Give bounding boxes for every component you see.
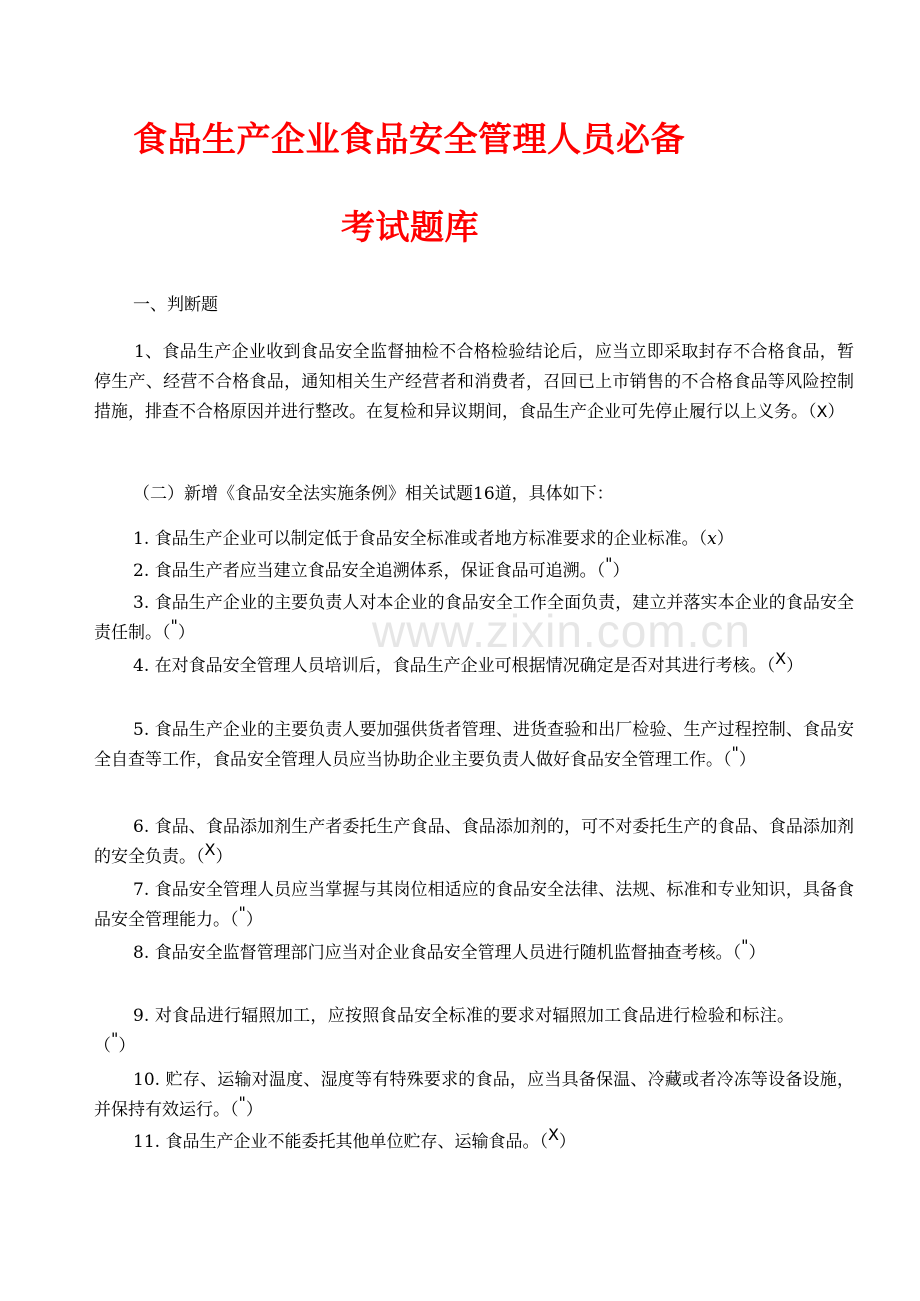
answer-mark: X <box>547 1125 559 1144</box>
answer-mark: " <box>238 1093 246 1112</box>
question-paragraph <box>94 337 854 427</box>
document-subtitle: 考试题库 <box>341 208 479 248</box>
question-item <box>94 715 854 775</box>
answer-mark: " <box>170 616 178 635</box>
answer-mark: " <box>741 936 749 955</box>
question-text: 7. 食品安全管理人员应当掌握与其岗位相适应的食品安全法律、法规、标准和专业知识，具备食品安全管理能力。（ <box>94 880 854 930</box>
question-item <box>94 812 854 872</box>
answer-mark: " <box>238 903 246 922</box>
section-heading: （二）新增《食品安全法实施条例》相关试题16道，具体如下： <box>133 484 614 504</box>
answer-mark: X <box>204 840 216 859</box>
answer-close: ） <box>558 1132 576 1152</box>
answer-close: ） <box>827 402 845 422</box>
question-text: 8. 食品安全监督管理部门应当对企业食品安全管理人员进行随机监督抽查考核。（ <box>133 943 742 963</box>
answer-close: ） <box>738 750 756 770</box>
question-item <box>94 556 854 586</box>
question-text: 11. 食品生产企业不能委托其他单位贮存、运输食品。（ <box>133 1132 548 1152</box>
answer-mark: " <box>731 743 739 762</box>
answer-close: ） <box>612 561 630 581</box>
question-item <box>94 1065 854 1125</box>
document-title: 食品生产企业食品安全管理人员必备 <box>133 120 685 160</box>
question-text: 2. 食品生产者应当建立食品安全追溯体系，保证食品可追溯。（ <box>133 561 606 581</box>
answer-close: ） <box>748 943 766 963</box>
answer-close: ） <box>177 623 195 643</box>
watermark: www.zixin.com.cn <box>372 605 751 657</box>
question-text: 1. 食品生产企业可以制定低于食品安全标准或者地方标准要求的企业标准。（ <box>133 529 708 549</box>
answer-mark: X <box>775 649 787 668</box>
answer-mark: X <box>816 402 828 421</box>
question-text: 9. 对食品进行辐照加工，应按照食品安全标准的要求对辐照加工食品进行检验和标注。（ <box>94 1006 794 1056</box>
question-item <box>94 1001 794 1061</box>
answer-close: ） <box>215 847 233 867</box>
question-text: 4. 在对食品安全管理人员培训后，食品生产企业可根据情况确定是否对其进行考核。（ <box>133 656 776 676</box>
section-heading: 一、判断题 <box>133 295 218 315</box>
answer-close: ） <box>118 1036 136 1056</box>
answer-mark: x <box>707 529 717 549</box>
answer-close: ） <box>716 529 734 549</box>
question-item <box>94 524 854 554</box>
question-text: 1、食品生产企业收到食品安全监督抽检不合格检验结论后，应当立即采取封存不合格食品，暂停生产、经营不合格食品，通知相关生产经营者和消费者，召回已上市销售的不合格食品等风险控制措施，排查不合格原因并进行整改。在复检和异议期间，食品生产企业可先停止履行以上义务。（ <box>94 342 854 422</box>
question-text: 3. 食品生产企业的主要负责人对本企业的食品安全工作全面负责，建立并落实本企业的食品安全责任制。（ <box>94 593 854 643</box>
question-text: 10. 贮存、运输对温度、湿度等有特殊要求的食品，应当具备保温、冷藏或者冷冻等设备设施，并保持有效运行。（ <box>94 1070 854 1120</box>
answer-mark: " <box>605 554 613 573</box>
question-text: 6. 食品、食品添加剂生产者委托生产食品、食品添加剂的，可不对委托生产的食品、食品添加剂的安全负责。（ <box>94 817 854 867</box>
answer-close: ） <box>786 656 804 676</box>
question-item <box>94 1127 854 1157</box>
question-item <box>94 875 854 935</box>
answer-mark: " <box>111 1029 119 1048</box>
answer-close: ） <box>245 1100 263 1120</box>
question-item <box>94 938 794 968</box>
answer-close: ） <box>245 910 263 930</box>
question-text: 5. 食品生产企业的主要负责人要加强供货者管理、进货查验和出厂检验、生产过程控制、食品安全自查等工作，食品安全管理人员应当协助企业主要负责人做好食品安全管理工作。（ <box>94 720 854 770</box>
